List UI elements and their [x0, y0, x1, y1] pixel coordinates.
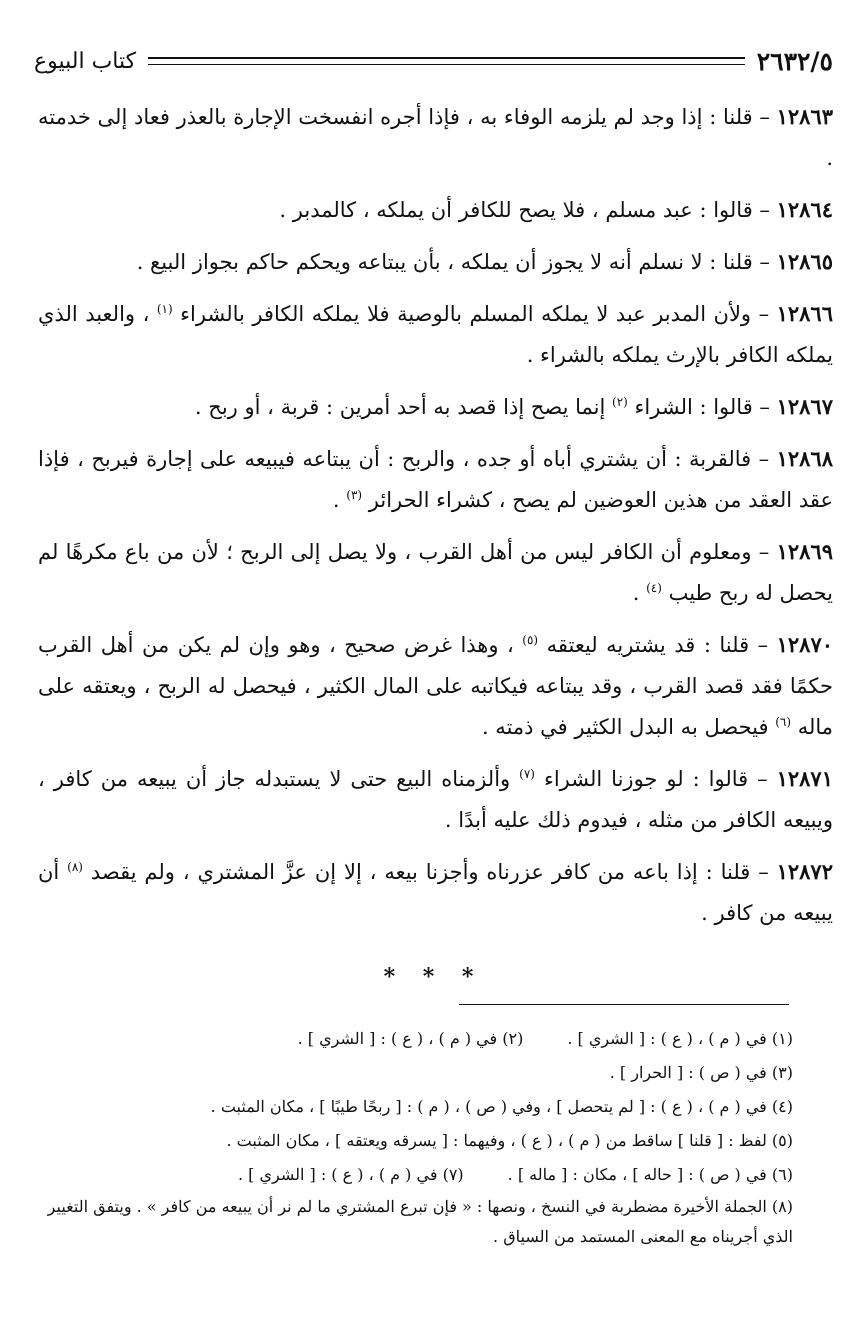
footnote-rule [459, 1004, 789, 1005]
footnote-marker[interactable]: (٨) [67, 860, 83, 874]
paragraph-text-cont: . [632, 581, 647, 605]
paragraph-text: – قلنا : قد يشتريه ليعتقه [538, 633, 777, 657]
footnote-4: (٤) في ( م ) ، ( ع ) : [ لم يتحصل ] ، وفي ( ص ) ، ( م ) : [ ربحًا طيبًا ] ، مكان المثبت . [210, 1097, 793, 1116]
paragraph-12864 [38, 189, 833, 231]
paragraph-number: ١٢٨٧٠ [776, 632, 834, 657]
footnote-3: (٣) في ( ص ) : [ الحرار ] . [609, 1063, 793, 1082]
paragraph-text: – قالوا : لو جوزنا الشراء [534, 767, 777, 791]
paragraph-text-cont: فيحصل به البدل الكثير في ذمته . [481, 715, 776, 739]
page-header [34, 44, 833, 78]
paragraph-number: ١٢٨٦٥ [776, 249, 833, 274]
paragraph-text: – قلنا : إذا باعه من كافر عزرناه وأجزنا بيعه ، إلا إن عزَّ المشتري ، ولم يقصد [82, 860, 777, 884]
paragraph-text-cont: . [332, 488, 347, 512]
paragraph-number: ١٢٨٦٦ [776, 301, 833, 326]
paragraph-number: ١٢٨٧٢ [776, 859, 833, 884]
footnote-row [38, 1022, 793, 1056]
paragraph-12866 [38, 293, 833, 376]
footnote-marker[interactable]: (١) [156, 302, 173, 316]
paragraph-12865 [38, 241, 833, 283]
paragraph-text: – قلنا : لا نسلم أنه لا يجوز أن يملكه ، بأن يبتاعه ويحكم حاكم بجواز البيع . [136, 250, 777, 274]
paragraph-12870 [38, 624, 833, 748]
paragraph-12868 [38, 438, 833, 521]
footnote-7: (٧) في ( م ) ، ( ع ) : [ الشري ] . [237, 1165, 464, 1184]
footnote-marker[interactable]: (٢) [612, 395, 628, 409]
footnote-8: (٨) الجملة الأخيرة مضطربة في النسخ ، ونصها : « فإن تبرع المشتري ما لم نر أن يبيعه من كافر » . ويتفق التغيير الذي أجريناه مع المعنى المستمد من السياق . [47, 1197, 793, 1246]
paragraph-text: – قالوا : عبد مسلم ، فلا يصح للكافر أن يملكه ، كالمدبر . [279, 198, 777, 222]
paragraph-number: ١٢٨٦٧ [776, 394, 833, 419]
paragraph-text-cont: ، والعبد الذي يملكه الكافر بالإرث يملكه بالشراء . [38, 302, 833, 367]
paragraph-text-cont: أن يبيعه من كافر . [38, 860, 833, 925]
paragraph-text: – قلنا : إذا وجد لم يلزمه الوفاء به ، فإذا أجره انفسخت الإجارة بالعذر فعاد إلى خدمته . [38, 105, 833, 170]
section-separator: * * * [383, 964, 484, 990]
paragraph-text: – ولأن المدبر عبد لا يملكه المسلم بالوصية فلا يملكه الكافر بالشراء [172, 302, 777, 326]
footnote-6: (٦) في ( ص ) : [ حاله ] ، مكان : [ ماله ] . [507, 1165, 793, 1184]
paragraph-number: ١٢٨٦٨ [776, 446, 833, 471]
footnote-5: (٥) لفظ : [ قلنا ] ساقط من ( م ) ، ( ع ) ، وفيهما : [ يسرقه ويعتقه ] ، مكان المثبت . [226, 1131, 793, 1150]
paragraph-text: – فالقربة : أن يشتري أباه أو جده ، والربح : أن يبتاعه فيبيعه على إجارة فيربح ، فإذا عقد العقد من هذين العوضين لم يصح ، كشراء الحرائر [38, 447, 833, 512]
paragraph-12867 [38, 386, 833, 428]
footnote-marker[interactable]: (٤) [646, 581, 662, 595]
footnote-marker[interactable]: (٣) [346, 488, 363, 502]
paragraph-12872 [38, 851, 833, 934]
footnotes [38, 1022, 793, 1252]
main-text [38, 96, 833, 944]
paragraph-text-cont: وألزمناه البيع حتى لا يستبدله جاز أن يبيعه من كافر ، ويبيعه الكافر من مثله ، فيدوم ذلك عليه أبدًا . [38, 767, 833, 832]
paragraph-number: ١٢٨٦٣ [776, 104, 833, 129]
paragraph-text: – ومعلوم أن الكافر ليس من أهل القرب ، ولا يصل إلى الربح ؛ لأن من باع مكرهًا لم يحصل له ربح طيب [38, 540, 833, 605]
footnote-marker[interactable]: (٦) [775, 715, 792, 729]
book-title: كتاب البيوع [34, 48, 137, 74]
paragraph-text-cont: ، وهذا غرض صحيح ، وهو وإن لم يكن من أهل القرب حكمًا فقد قصد القرب ، وقد يبتاعه فيكاتبه على المال الكثير ، فيحصل له الربح ، ويعتقه على ماله [38, 633, 833, 739]
paragraph-number: ١٢٨٦٩ [776, 539, 833, 564]
paragraph-12869 [38, 531, 833, 614]
footnote-1: (١) في ( م ) ، ( ع ) : [ الشري ] . [567, 1029, 793, 1048]
paragraph-12863 [38, 96, 833, 179]
paragraph-12871 [38, 758, 833, 841]
header-rule [148, 57, 745, 65]
page-number: ٢٦٣٢/٥ [756, 46, 833, 76]
paragraph-number: ١٢٨٧١ [776, 766, 833, 791]
paragraph-number: ١٢٨٦٤ [776, 197, 833, 222]
paragraph-text-cont: إنما يصح إذا قصد به أحد أمرين : قربة ، أو ربح . [194, 395, 613, 419]
footnote-marker[interactable]: (٧) [519, 767, 535, 781]
footnote-marker[interactable]: (٥) [522, 633, 539, 647]
footnote-row [38, 1158, 793, 1192]
footnote-2: (٢) في ( م ) ، ( ع ) : [ الشري ] . [297, 1029, 524, 1048]
paragraph-text: – قالوا : الشراء [627, 395, 777, 419]
